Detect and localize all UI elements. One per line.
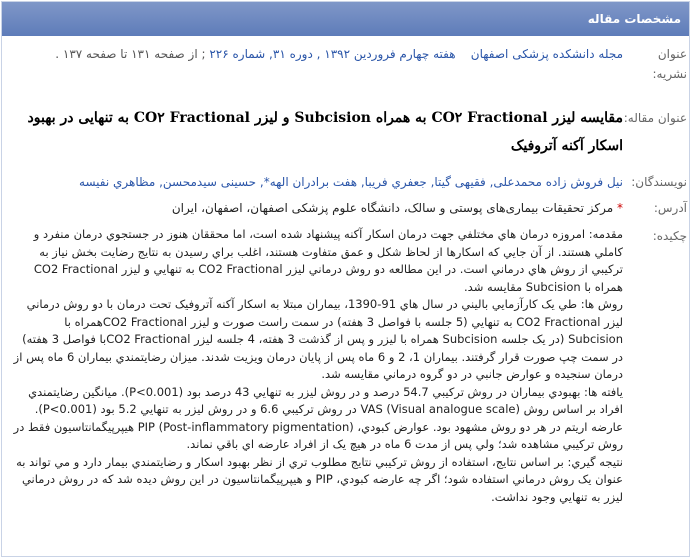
publication-label: عنوان نشریه: — [652, 47, 687, 81]
abstract-methods: روش ها: طي يک کارآزمايي باليني در سال هاي 91-1390، بيماران مبتلا به اسکار آکنه آتروفيک تحت درمان با دو روش درماني ليزر CO2 Fractional به تنهايي (5 جلسه با فواصل 3 هفته) در سمت راست صورت و ليزر CO2 Fractionalهمراه با Subcision (در يک جلسه Subcision همراه با ليزر و پس از گذشت 3 هفته، 4 جلسه ليزر CO2 Fractionalبا فواصل 3 هفته) در سمت چپ صورت قرار گرفتند. بيماران 1، 2 و 6 ماه پس از پايان درمان ويزيت شدند. ميزان رضايتمندي بيماران 6 ماه پس از درمان سنجيده و عوارض جانبي در دو گروه درماني مقايسه شد. — [13, 297, 623, 381]
publication-value — [2, 44, 623, 64]
pages-text: ; از صفحه ۱۳۱ تا صفحه ۱۳۷ . — [55, 47, 206, 61]
publication-row — [2, 44, 689, 84]
abstract-conclusion: نتيجه گيري: بر اساس نتايج، استفاده از روش ترکيبي نتايج مطلوب تري از نظر بهبود اسکار و رضايتمندي بيمار دارد و مي تواند به عنوان يک روش درماني استفاده شود؛ اگر چه عارضه کبودي، PIP و هيپرپيگمانتاسيون در اين روش ديده شد که در روش درماني ليزر به تنهايي وجود نداشت. — [16, 454, 623, 504]
abstract-label: چکیده: — [652, 229, 687, 243]
abstract-row — [2, 226, 689, 506]
corresponding-star: * — [617, 201, 623, 215]
article-title-row — [2, 98, 689, 160]
abstract-results: يافته ها: بهبودي بيماران در روش ترکيبي 54.7 درصد و در روش ليزر به تنهايي 43 درصد بود (P<0.001). ميانگين رضايتمندي افراد بر اساس روش VAS (Visual analogue scale) در روش ترکيبي 6.6 و در روش ليزر به تنهايي 5.2 بود (P<0.001). عارضه اريتم در هر دو روش مشهود بود. عوارض کبودي، PIP (Post-inflammatory pigmentation) هيپرپيگمانتاسيون فقط در روش ترکيبي مشاهده شد؛ ولي پس از مدت 6 ماه در هيچ يک از افراد عارضه اي باقي نماند. — [13, 384, 623, 451]
journal-link[interactable]: مجله دانشکده پزشکی اصفهان — [470, 47, 623, 61]
article-details-panel — [1, 1, 690, 557]
address-value — [2, 198, 623, 218]
panel-header — [2, 2, 689, 36]
issue-link[interactable]: هفته چهارم فروردین ۱۳۹۲ , دوره ۳۱, شماره ۲۲۶ — [209, 47, 456, 61]
abstract-introduction: مقدمه: امروزه درمان هاي مختلفي جهت درمان اسکار آکنه پيشنهاد شده است، اما محققان هنوز در جستجوي درمان منفرد و کاملي هستند. از آن جايي که اسکارها از لحاظ شکل و عمق متفاوت هستند، اغلب براي رسيدن به نتايج رضايت بخش نياز به ترکيبي از روش هاي درماني است. در اين مطالعه دو روش درماني ليزر CO2 Fractional به تنهايي و ليزر CO2 Fractional همراه با Subcision مقايسه شد. — [33, 227, 623, 294]
authors-label: نویسندگان: — [631, 175, 687, 189]
abstract-body — [2, 226, 623, 506]
panel-title: مشخصات مقاله — [587, 12, 681, 26]
authors-list[interactable]: نیل فروش زاده محمدعلی, فقیهی گیتا, جعفري فریبا, هفت برادران الهه*, حسینی سیدمحسن, مظاهري نفیسه — [79, 175, 623, 189]
address-label: آدرس: — [653, 201, 687, 215]
address-row — [2, 198, 689, 218]
article-title-label: عنوان مقاله: — [623, 111, 687, 125]
authors-row — [2, 172, 689, 192]
address-text: مرکز تحقیقات بیماری‌های پوستی و سالک، دانشگاه علوم پزشکی اصفهان، اصفهان، ایران — [171, 201, 614, 215]
article-title: مقایسه لیزر CO۲ Fractional به همراه Subcision و لیزر CO۲ Fractional به تنهایی در بهبود اسکار آکنه آتروفیک — [27, 110, 623, 154]
